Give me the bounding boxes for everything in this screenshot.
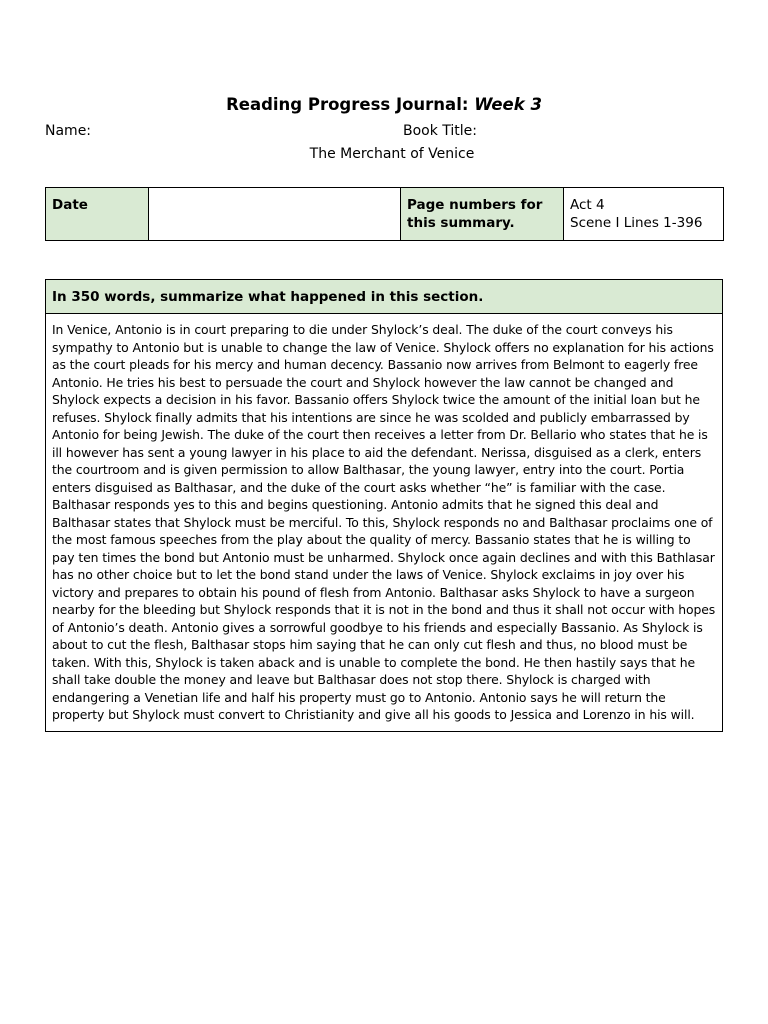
act-value: Act 4 [570, 197, 605, 213]
scene-value: Scene I Lines 1-396 [570, 215, 703, 231]
page-numbers-label: Page numbers for this summary. [401, 188, 564, 241]
book-title-label: Book Title: [402, 123, 477, 139]
summary-prompt: In 350 words, summarize what happened in this section. [46, 280, 722, 314]
page-numbers-value [564, 188, 724, 241]
title-text: Reading Progress Journal: [226, 95, 469, 114]
date-label: Date [46, 188, 149, 241]
book-title-value: The Merchant of Venice [309, 146, 475, 162]
info-table [45, 187, 724, 241]
page-title [0, 94, 768, 116]
summary-box [45, 279, 723, 732]
info-row [46, 188, 724, 241]
name-label: Name: [45, 123, 92, 139]
summary-text: In Venice, Antonio is in court preparing to die under Shylock’s deal. The duke of the court conveys his sympathy to Antonio but is unable to change the law of Venice. Shylock offers no explanation for his actions as the court pleads for his mercy and human decency. Bassanio now arrives from Belmont to eagerly free Antonio. He tries his best to persuade the court and Shylock however the law cannot be changed and Shylock expects a decision in his favor. Bassanio offers Shylock twice the amount of the initial loan but he refuses. Shylock finally admits that his intentions are since he was scolded and publicly embarrassed by Antonio for being Jewish. The duke of the court then receives a letter from Dr. Bellario who states that he is ill however has sent a young lawyer in his place to aid the defendant. Nerissa, disguised as a clerk, enters the courtroom and is given permission to allow Balthasar, the young lawyer, entry into the court. Portia enters disguised as Balthasar, and the duke of the court asks whether “he” is familiar with the case. Balthasar responds yes to this and begins questioning. Antonio admits that he signed this deal and Balthasar states that Shylock must be merciful. To this, Shylock responds no and Balthasar proclaims one of the most famous speeches from the play about the quality of mercy. Bassanio states that he is willing to pay ten times the bond but Antonio must be unharmed. Shylock once again declines and with this Bathlasar has no other choice but to let the bond stand under the laws of Venice. Shylock exclaims in joy over his victory and prepares to obtain his pound of flesh from Antonio. Balthasar asks Shylock to have a surgeon nearby for the bleeding but Shylock responds that it is not in the bond and thus it shall not occur with hopes of Antonio’s death. Antonio gives a sorrowful goodbye to his friends and especially Bassanio. As Shylock is about to cut the flesh, Balthasar stops him saying that he can only cut flesh and thus, no blood must be taken. With this, Shylock is taken aback and is unable to complete the bond. He then hastily says that he shall take double the money and leave but Balthasar does not stop there. Shylock is charged with endangering a Venetian life and half his property must go to Antonio. Antonio says he will return the property but Shylock must convert to Christianity and give all his goods to Jessica and Lorenzo in his will. [52, 322, 716, 722]
week-label: Week 3 [474, 95, 542, 114]
date-value [149, 188, 401, 241]
